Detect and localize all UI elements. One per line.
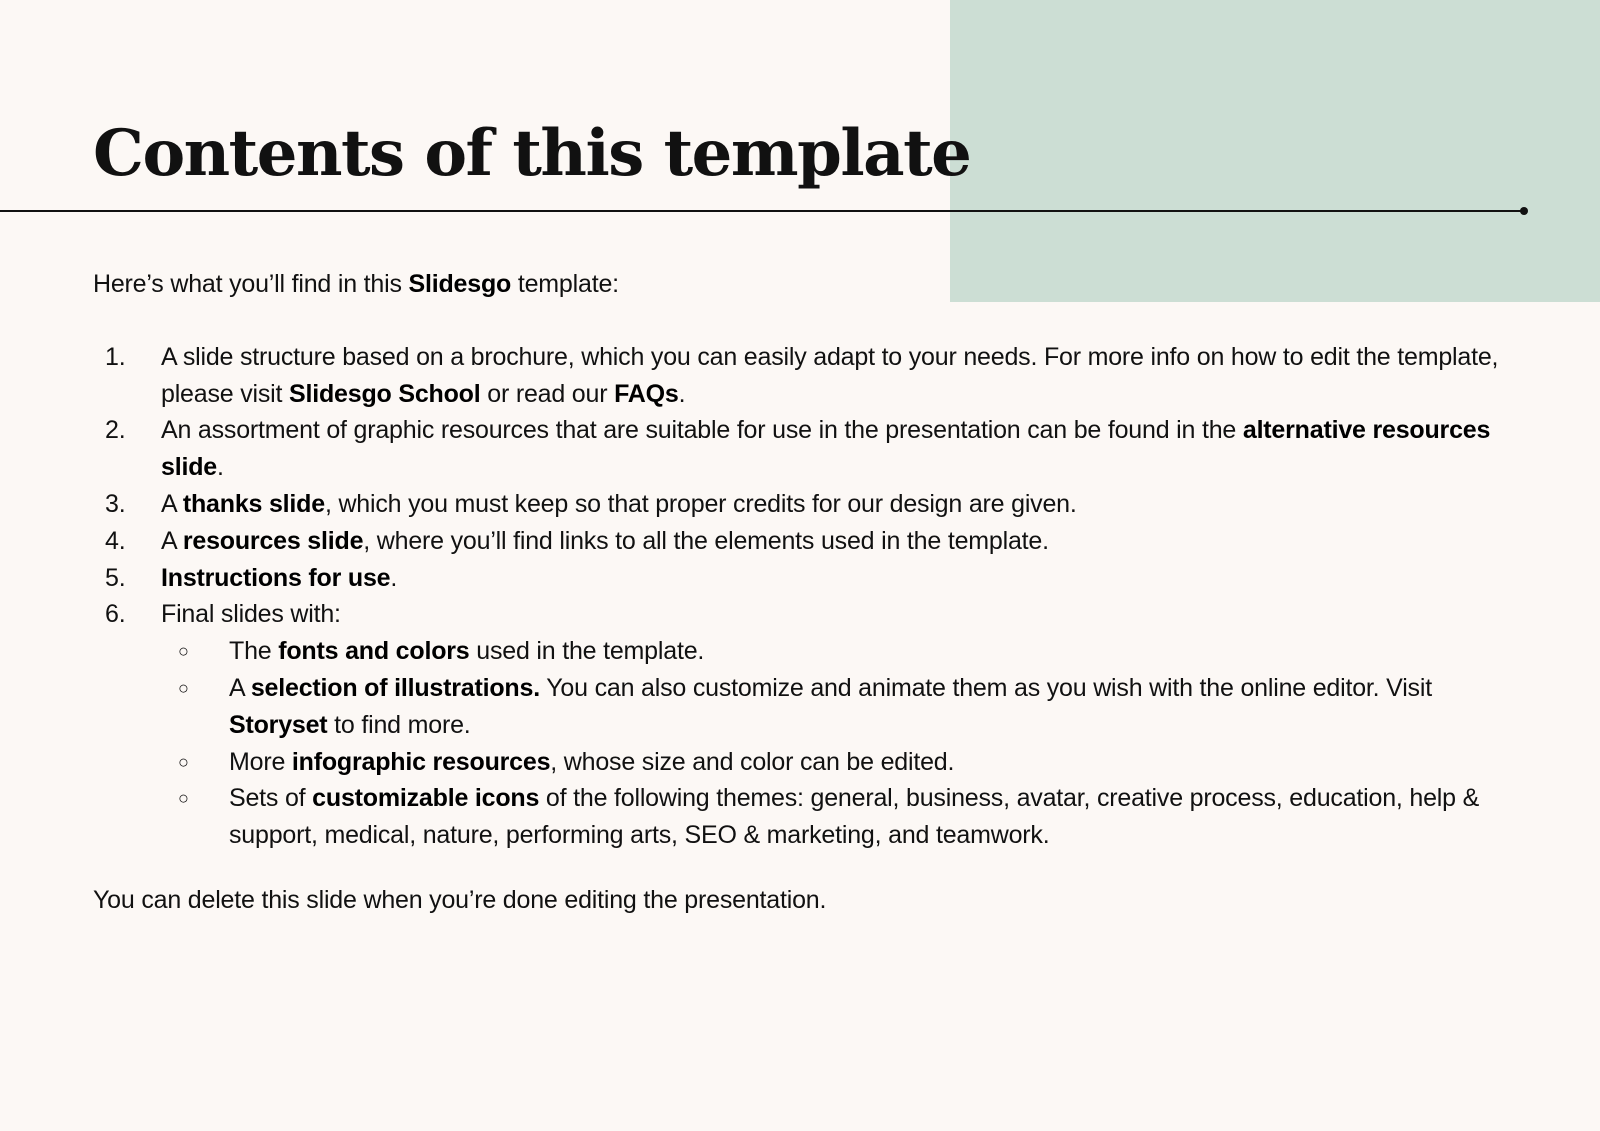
list-number: 3. (105, 489, 126, 518)
body-text: A slide structure based on a brochure, which you can easily adapt to your needs. For more info on how to edit the template, please visit (161, 342, 1499, 408)
body-text: . (678, 379, 686, 408)
body-text: template: (511, 270, 619, 298)
body-text: Final slides with: (161, 600, 341, 629)
body-text: You can also customize and animate them as you wish with the online editor. Visit (539, 673, 1432, 702)
accent-rectangle (950, 0, 1600, 302)
list-item (93, 486, 1533, 523)
emphasis-text: Slidesgo (408, 270, 512, 298)
divider-end-dot (1520, 207, 1528, 215)
contents-list (93, 339, 1533, 854)
body-text: A (161, 526, 183, 555)
list-item-text (161, 564, 397, 592)
body-text: , whose size and color can be edited. (550, 747, 955, 776)
emphasis-text: Slidesgo School (289, 379, 481, 408)
emphasis-text: Instructions for use (161, 563, 391, 592)
body-text: Here’s what you’ll find in this (93, 270, 409, 298)
body-text: , which you must keep so that proper credits for our design are given. (324, 489, 1077, 518)
intro-paragraph (93, 266, 1533, 303)
circle-bullet-icon: ○ (178, 677, 189, 698)
body-text: . (216, 453, 224, 482)
slide-title: Contents of this template (93, 116, 971, 191)
body-text: . (390, 563, 398, 592)
body-text: The (229, 637, 279, 666)
emphasis-text: thanks slide (182, 489, 325, 518)
sub-list-item-text (229, 674, 1432, 739)
list-item (93, 560, 1533, 597)
sub-list-item-text (229, 784, 1479, 849)
list-number: 2. (105, 416, 126, 445)
sub-list (161, 633, 1533, 854)
body-text: A (229, 673, 251, 702)
body-text: More (229, 747, 292, 776)
emphasis-text: FAQs (614, 379, 679, 408)
closing-note: You can delete this slide when you’re done editing the presentation. (93, 885, 827, 914)
body-text: of the following themes: general, business, avatar, creative process, education, help & support, medical, nature, performing arts, SEO & marketing, and teamwork. (229, 784, 1480, 850)
sub-list-item (161, 744, 1533, 781)
sub-list-item (161, 633, 1533, 670)
list-number: 4. (105, 526, 126, 555)
sub-list-item (161, 780, 1533, 854)
list-number: 5. (105, 563, 126, 592)
list-number: 1. (105, 342, 126, 371)
slide-body (93, 266, 1533, 919)
list-item-text (161, 343, 1498, 408)
body-text: An assortment of graphic resources that are suitable for use in the presentation can be found in the (161, 416, 1243, 445)
emphasis-text: fonts and colors (278, 637, 470, 666)
sub-list-item-text (229, 748, 954, 776)
emphasis-text: Storyset (229, 710, 328, 739)
body-text: to find more. (327, 710, 471, 739)
body-text: or read our (480, 379, 615, 408)
list-item (93, 339, 1533, 413)
list-item (93, 523, 1533, 560)
emphasis-text: alternative resources slide (161, 416, 1491, 482)
circle-bullet-icon: ○ (178, 751, 189, 772)
list-item (93, 412, 1533, 486)
circle-bullet-icon: ○ (178, 641, 189, 662)
sub-list-item-text (229, 637, 704, 665)
body-text: , where you’ll find links to all the elements used in the template. (363, 526, 1049, 555)
body-text: Sets of (229, 784, 313, 813)
body-text: A (161, 489, 183, 518)
sub-list-item (161, 670, 1533, 744)
emphasis-text: customizable icons (312, 784, 540, 813)
list-number: 6. (105, 600, 126, 629)
body-text: used in the template. (469, 637, 705, 666)
emphasis-text: selection of illustrations. (250, 673, 540, 702)
list-item-text (161, 490, 1077, 518)
title-divider (0, 210, 1524, 212)
emphasis-text: infographic resources (291, 747, 551, 776)
list-item-text (161, 600, 341, 628)
list-item-text (161, 527, 1049, 555)
emphasis-text: resources slide (182, 526, 364, 555)
list-item-text (161, 416, 1490, 481)
list-item (93, 596, 1533, 854)
circle-bullet-icon: ○ (178, 788, 189, 809)
